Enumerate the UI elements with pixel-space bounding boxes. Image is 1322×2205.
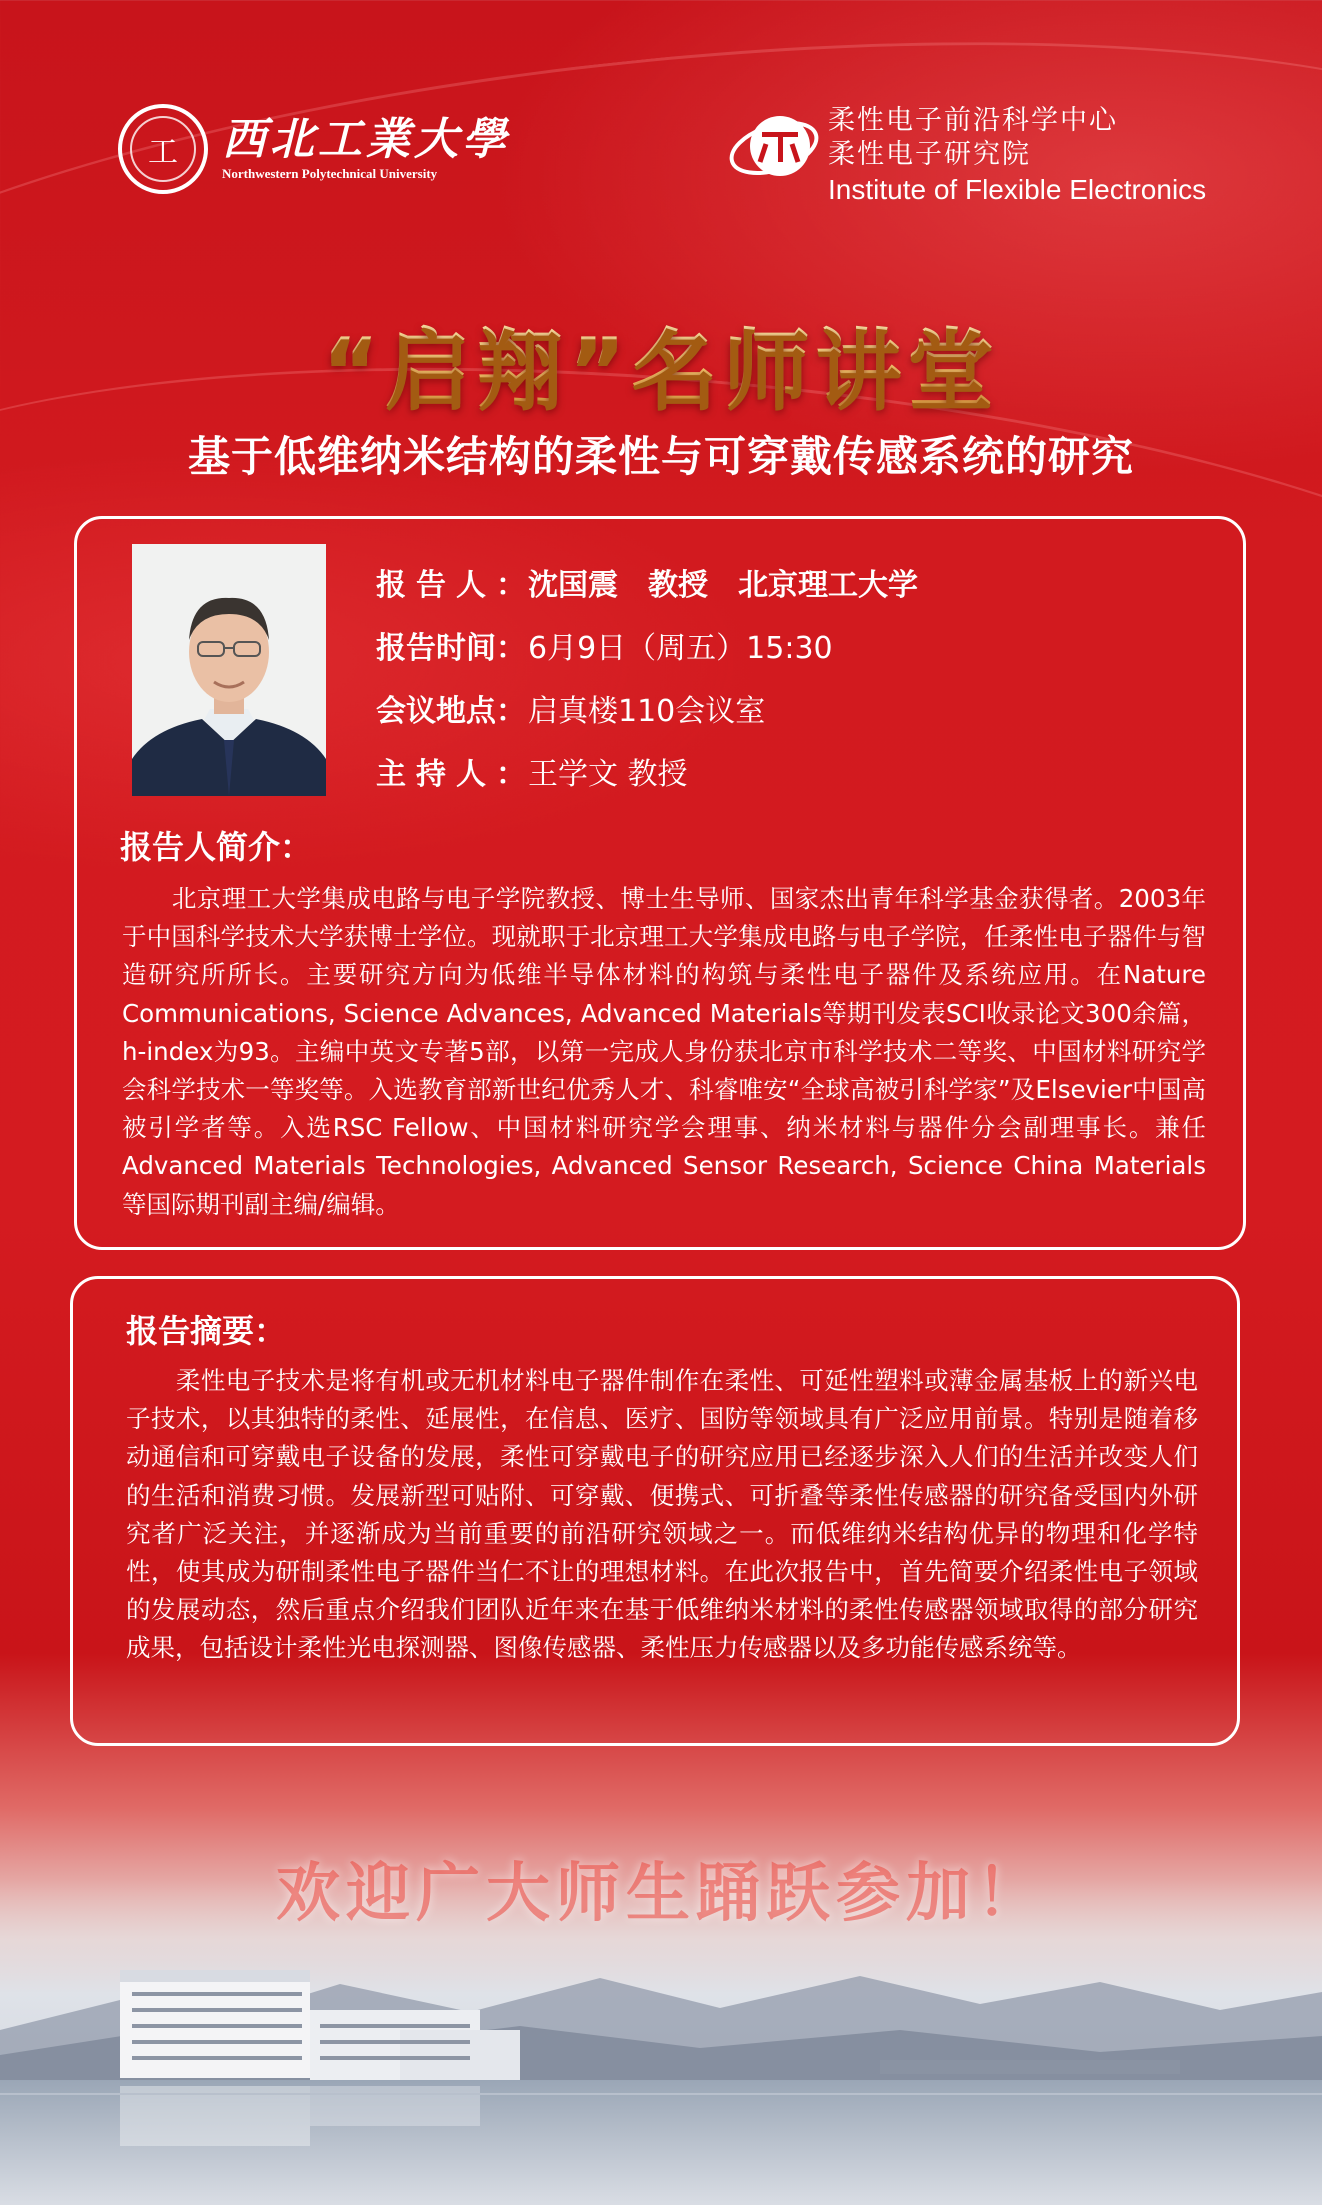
university-name: 西北工業大學	[222, 114, 510, 165]
time-row	[376, 623, 833, 667]
institute-logo	[726, 104, 1206, 208]
speaker-photo	[132, 544, 326, 796]
welcome-slogan: 欢迎广大师生踊跃参加！	[276, 1857, 1046, 1931]
university-seal-icon	[118, 104, 208, 194]
venue-row	[376, 686, 765, 730]
host-row	[376, 749, 688, 793]
time-value: 6月9日（周五）15:30	[528, 631, 833, 666]
institute-name-cn-2: 柔性电子研究院	[828, 139, 1031, 170]
bio-text: 北京理工大学集成电路与电子学院教授、博士生导师、国家杰出青年科学基金获得者。2003年于中国科学技术大学获博士学位。现就职于北京理工大学集成电路与电子学院，任柔性电子器件与智造研究所所长。主要研究方向为低维半导体材料的构筑与柔性电子器件及系统应用。在Nature Communications, Science Advances, Advanced Materials等期刊发表SCI收录论文300余篇，h-index为93。主编中英文专著5部，以第一完成人身份获北京市科学技术二等奖、中国材料研究学会科学技术一等奖等。入选教育部新世纪优秀人才、科睿唯安“全球高被引科学家”及Elsevier中国高被引学者等。入选RSC Fellow、中国材料研究学会理事、纳米材料与器件分会副理事长。兼任Advanced Materials Technologies, Advanced Sensor Research, Science China Materials等国际期刊副主编/编辑。	[122, 884, 1206, 1219]
host-value: 王学文 教授	[528, 757, 688, 792]
venue-label: 会议地点：	[376, 694, 526, 729]
university-name-en: Northwestern Polytechnical University	[222, 166, 438, 181]
institute-emblem-icon	[726, 104, 822, 200]
host-label: 主持人：	[376, 757, 536, 792]
lecture-topic-title: 基于低维纳米结构的柔性与可穿戴传感系统的研究	[187, 432, 1134, 481]
speaker-value: 沈国震 教授 北京理工大学	[528, 568, 918, 603]
speaker-portrait-icon	[132, 544, 326, 796]
speaker-label: 报告人：	[376, 568, 536, 603]
seal-glyph: 工	[148, 135, 178, 170]
venue-value: 启真楼110会议室	[528, 694, 766, 729]
abstract-text: 柔性电子技术是将有机或无机材料电子器件制作在柔性、可延性塑料或薄金属基板上的新兴电子技术，以其独特的柔性、延展性，在信息、医疗、国防等领域具有广泛应用前景。特别是随着移动通信和可穿戴电子设备的发展，柔性可穿戴电子的研究应用已经逐步深入人们的生活并改变人们的生活和消费习惯。发展新型可贴附、可穿戴、便携式、可折叠等柔性传感器的研究备受国内外研究者广泛关注，并逐渐成为当前重要的前沿研究领域之一。而低维纳米结构优异的物理和化学特性，使其成为研制柔性电子器件当仁不让的理想材料。在此次报告中，首先简要介绍柔性电子领域的发展动态，然后重点介绍我们团队近年来在基于低维纳米材料的柔性传感器领域取得的部分研究成果，包括设计柔性光电探测器、图像传感器、柔性压力传感器以及多功能传感系统等。	[126, 1366, 1198, 1663]
lecture-series-title: “启翔”名师讲堂	[0, 300, 1322, 424]
institute-name-cn-1: 柔性电子前沿科学中心	[828, 105, 1118, 136]
university-logo	[118, 104, 510, 194]
bio-heading: 报告人简介：	[120, 828, 313, 866]
abstract-heading: 报告摘要：	[126, 1312, 287, 1350]
time-label: 报告时间：	[376, 631, 526, 666]
speaker-row	[376, 560, 918, 604]
institute-name-en: Institute of Flexible Electronics	[828, 174, 1207, 205]
